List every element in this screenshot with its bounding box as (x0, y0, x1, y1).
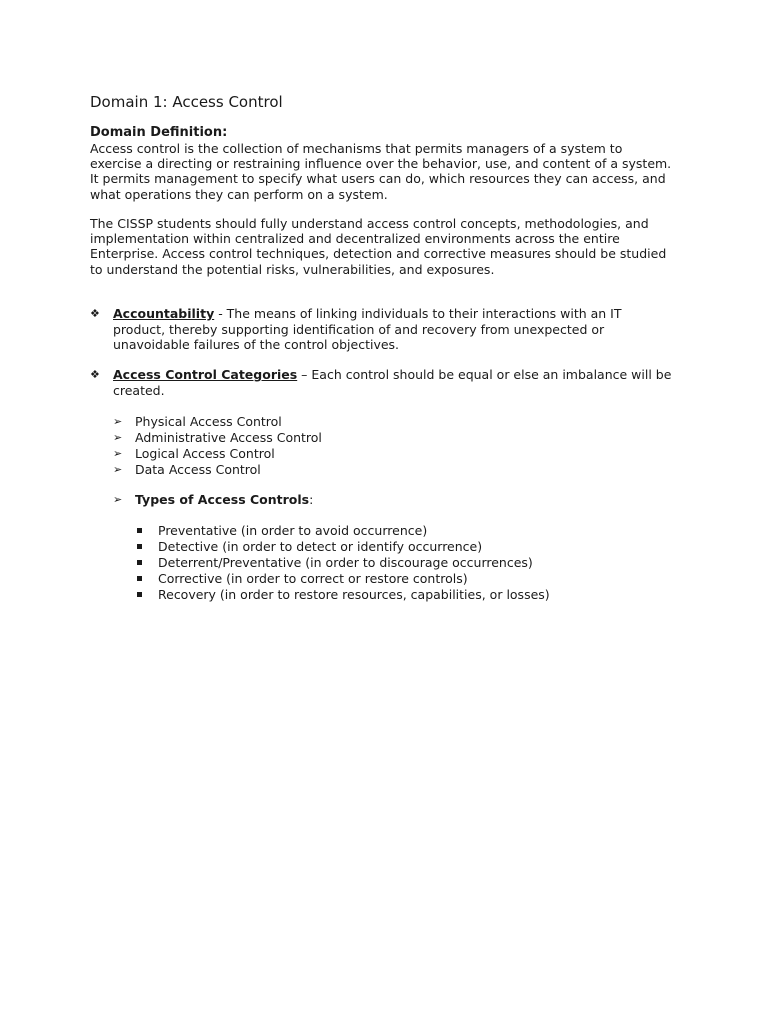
list-item-label: Administrative Access Control (135, 430, 322, 445)
list-item-label: Logical Access Control (135, 446, 275, 461)
categories-line: created. (113, 382, 165, 398)
list-item-label: Physical Access Control (135, 414, 282, 429)
diamond-bullet-icon: ❖ (90, 307, 100, 320)
definition-paragraph (90, 141, 671, 202)
diamond-bullet-icon: ❖ (90, 368, 100, 381)
cissp-paragraph (90, 216, 666, 277)
page-title: Domain 1: Access Control (90, 93, 283, 111)
square-bullet-icon (137, 544, 142, 549)
list-item (136, 523, 550, 539)
arrow-bullet-icon: ➢ (113, 493, 123, 506)
arrow-bullet-icon: ➢ (113, 463, 123, 476)
paragraph-line: Enterprise. Access control techniques, detection and corrective measures should be studied (90, 246, 667, 262)
accountability-line: product, thereby supporting identification of and recovery from unexpected or (113, 321, 605, 337)
list-item-label: Deterrent/Preventative (in order to discourage occurrences) (158, 555, 533, 570)
paragraph-line: The CISSP students should fully understand access control concepts, methodologies, and (90, 216, 649, 231)
accountability-line: unavoidable failures of the control objectives. (113, 337, 400, 352)
paragraph-line: exercise a directing or restraining influence over the behavior, use, and content of a system. (90, 156, 672, 172)
paragraph-line: It permits management to specify what users can do, which resources they can access, and (90, 171, 666, 187)
categories-term: Access Control Categories (113, 367, 298, 382)
accountability-text: - The means of linking individuals to their interactions with an IT (214, 306, 622, 321)
square-bullet-icon (137, 576, 142, 581)
paragraph-line: implementation within centralized and decentralized environments across the entire (90, 231, 620, 247)
types-heading-text: Types of Access Controls (135, 492, 310, 507)
list-item-label: Corrective (in order to correct or restore controls) (158, 571, 468, 586)
accountability-body (113, 306, 622, 353)
square-bullet-icon (137, 528, 142, 533)
paragraph-line: Access control is the collection of mechanisms that permits managers of a system to (90, 141, 623, 156)
arrow-bullet-icon: ➢ (113, 415, 123, 428)
list-item (113, 462, 322, 478)
definition-heading: Domain Definition: (90, 125, 228, 140)
arrow-bullet-icon: ➢ (113, 447, 123, 460)
list-item (136, 571, 550, 587)
paragraph-line: to understand the potential risks, vulnerabilities, and exposures. (90, 261, 495, 277)
list-item (113, 446, 322, 462)
list-item (136, 587, 550, 603)
types-list (136, 523, 550, 603)
square-bullet-icon (137, 560, 142, 565)
list-item-label: Preventative (in order to avoid occurrence) (158, 523, 428, 538)
list-item-label: Data Access Control (135, 462, 261, 477)
categories-body (113, 367, 671, 398)
categories-list (113, 414, 322, 478)
types-heading-colon: : (309, 492, 314, 507)
square-bullet-icon (137, 592, 142, 597)
paragraph-line: what operations they can perform on a system. (90, 186, 388, 202)
categories-line (113, 367, 671, 383)
list-item (136, 555, 550, 571)
types-heading-label (135, 492, 313, 508)
accountability-term: Accountability (113, 306, 215, 321)
list-item (113, 430, 322, 446)
list-item-label: Detective (in order to detect or identify occurrence) (158, 539, 483, 554)
list-item-label: Recovery (in order to restore resources, capabilities, or losses) (158, 587, 550, 602)
list-item (113, 414, 322, 430)
arrow-bullet-icon: ➢ (113, 431, 123, 444)
categories-text: – Each control should be equal or else an imbalance will be (297, 367, 672, 382)
list-item (136, 539, 550, 555)
accountability-line (113, 306, 622, 322)
